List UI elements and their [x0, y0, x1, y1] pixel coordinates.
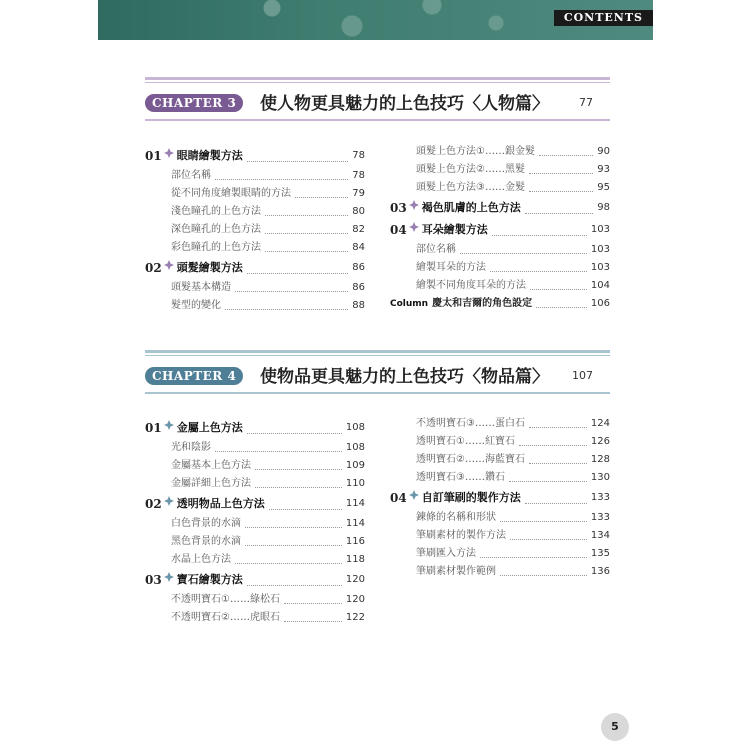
toc-section-entry[interactable] — [390, 219, 610, 241]
entry-label — [145, 257, 365, 279]
dot-leader — [225, 297, 348, 310]
entry-title: 透明寶石②……海藍寶石 — [416, 454, 525, 465]
entry-page-number: 134 — [590, 530, 610, 541]
entry-title: 透明物品上色方法 — [176, 497, 265, 510]
entry-title: 慶太和吉爾的角色設定 — [432, 298, 533, 309]
chapter4-heading[interactable] — [145, 361, 610, 391]
column-tag: Column — [390, 299, 429, 309]
header-banner — [98, 0, 653, 40]
toc-section-entry[interactable] — [145, 145, 365, 167]
toc-section-entry[interactable] — [145, 493, 365, 515]
chapter3-title: 使人物更具魅力的上色技巧〈人物篇〉 — [260, 94, 549, 114]
dot-leader — [247, 569, 342, 586]
toc-section-entry[interactable] — [390, 487, 610, 509]
toc-entry[interactable] — [145, 185, 365, 203]
section-number: 02 — [145, 497, 162, 511]
entry-label — [145, 569, 365, 591]
chapter4-right-column — [390, 415, 610, 581]
entry-label — [145, 493, 365, 515]
toc-entry[interactable] — [390, 563, 610, 581]
entry-label — [416, 277, 610, 295]
dot-leader — [536, 295, 587, 308]
entry-label — [171, 515, 365, 533]
entry-label — [171, 609, 365, 627]
entry-label — [171, 185, 365, 203]
contents-label: CONTENTS — [554, 10, 653, 26]
fleur-ornament-icon — [164, 256, 174, 266]
toc-entry[interactable] — [390, 241, 610, 259]
dot-leader — [510, 527, 587, 540]
dot-leader — [529, 451, 587, 464]
entry-page-number: 122 — [345, 612, 365, 623]
entry-title: 不透明寶石②……虎眼石 — [171, 612, 280, 623]
chapter3-left-column — [145, 145, 365, 315]
entry-title: 頭髮上色方法②……黑髮 — [416, 164, 525, 175]
entry-page-number: 114 — [345, 518, 365, 529]
dot-leader — [492, 219, 587, 236]
entry-label — [171, 439, 365, 457]
toc-section-entry[interactable] — [145, 569, 365, 591]
entry-title: 透明寶石③……鑽石 — [416, 472, 505, 483]
entry-label — [171, 533, 365, 551]
chapter3-badge: CHAPTER 3 — [145, 94, 243, 112]
chapter4-title: 使物品更具魅力的上色技巧〈物品篇〉 — [260, 367, 549, 387]
toc-entry[interactable] — [390, 143, 610, 161]
entry-label — [390, 487, 610, 509]
dot-leader — [247, 257, 349, 274]
dot-leader — [295, 185, 348, 198]
entry-label — [171, 221, 365, 239]
entry-page-number: 79 — [352, 188, 365, 199]
dot-leader — [525, 487, 587, 504]
entry-title: 頭髮繪製方法 — [176, 261, 243, 274]
toc-entry[interactable] — [390, 469, 610, 487]
entry-title: 水晶上色方法 — [171, 554, 231, 565]
entry-page-number: 95 — [597, 182, 610, 193]
entry-label — [171, 167, 365, 185]
section-number: 03 — [145, 573, 162, 587]
entry-title: 髮型的變化 — [171, 300, 221, 311]
toc-entry[interactable] — [145, 439, 365, 457]
entry-page-number: 103 — [590, 262, 610, 273]
toc-entry[interactable] — [390, 415, 610, 433]
toc-entry[interactable] — [145, 515, 365, 533]
dot-leader — [265, 203, 348, 216]
fleur-ornament-icon — [409, 196, 419, 206]
entry-page-number: 86 — [352, 262, 365, 273]
entry-title: 不透明寶石①……綠松石 — [171, 594, 280, 605]
dot-leader — [255, 457, 342, 470]
section-number: 04 — [390, 223, 407, 237]
entry-label — [171, 203, 365, 221]
entry-label — [390, 197, 610, 219]
toc-page — [98, 0, 653, 750]
entry-page-number: 133 — [590, 492, 610, 503]
toc-section-entry[interactable] — [145, 257, 365, 279]
entry-label — [171, 239, 365, 257]
entry-label — [416, 241, 610, 259]
entry-page-number: 124 — [590, 418, 610, 429]
dot-leader — [509, 469, 587, 482]
toc-entry[interactable] — [145, 533, 365, 551]
entry-label — [416, 179, 610, 197]
entry-title: 部位名稱 — [171, 170, 211, 181]
entry-page-number: 78 — [352, 150, 365, 161]
entry-label — [416, 451, 610, 469]
entry-label — [390, 219, 610, 241]
dot-leader — [245, 533, 342, 546]
entry-label — [416, 469, 610, 487]
fleur-ornament-icon — [409, 486, 419, 496]
entry-title: 白色背景的水滴 — [171, 518, 241, 529]
entry-title: 不透明寶石③……蛋白石 — [416, 418, 525, 429]
entry-title: 彩色瞳孔的上色方法 — [171, 242, 261, 253]
chapter4-page: 107 — [572, 369, 593, 382]
toc-entry[interactable] — [145, 297, 365, 315]
entry-page-number: 103 — [590, 244, 610, 255]
entry-label — [171, 297, 365, 315]
entry-title: 金屬基本上色方法 — [171, 460, 251, 471]
entry-page-number: 88 — [352, 300, 365, 311]
entry-page-number: 82 — [352, 224, 365, 235]
entry-page-number: 108 — [345, 442, 365, 453]
entry-label — [416, 563, 610, 581]
dot-leader — [284, 609, 342, 622]
entry-label — [416, 509, 610, 527]
toc-entry[interactable] — [390, 179, 610, 197]
entry-page-number: 80 — [352, 206, 365, 217]
fleur-ornament-icon — [409, 218, 419, 228]
entry-label — [416, 161, 610, 179]
section-number: 01 — [145, 421, 162, 435]
entry-page-number: 108 — [345, 422, 365, 433]
toc-entry[interactable] — [390, 545, 610, 563]
dot-leader — [284, 591, 342, 604]
dot-leader — [255, 475, 342, 488]
entry-title: 褐色肌膚的上色方法 — [421, 201, 521, 214]
entry-page-number: 86 — [352, 282, 365, 293]
dot-leader — [529, 415, 587, 428]
fleur-ornament-icon — [164, 568, 174, 578]
entry-title: 筆刷匯入方法 — [416, 548, 476, 559]
entry-page-number: 106 — [590, 298, 610, 309]
entry-label — [145, 145, 365, 167]
dot-leader — [245, 515, 342, 528]
entry-title: 頭髮上色方法①……銀金髮 — [416, 146, 535, 157]
dot-leader — [529, 161, 593, 174]
chapter3-page: 77 — [579, 96, 593, 109]
lace-decoration — [208, 0, 528, 40]
entry-title: 自訂筆刷的製作方法 — [421, 491, 521, 504]
toc-section-entry[interactable] — [390, 197, 610, 219]
entry-title: 淺色瞳孔的上色方法 — [171, 206, 261, 217]
toc-section-entry[interactable] — [145, 417, 365, 439]
toc-entry[interactable] — [390, 433, 610, 451]
dot-leader — [500, 509, 587, 522]
dot-leader — [265, 221, 348, 234]
toc-entry[interactable] — [145, 475, 365, 493]
entry-label — [171, 279, 365, 297]
toc-entry[interactable] — [145, 203, 365, 221]
fleur-ornament-icon — [164, 144, 174, 154]
entry-page-number: 84 — [352, 242, 365, 253]
toc-entry[interactable] — [145, 221, 365, 239]
dot-leader — [247, 417, 342, 434]
entry-title: 筆刷素材製作範例 — [416, 566, 496, 577]
entry-title: 眼睛繪製方法 — [176, 149, 243, 162]
entry-page-number: 118 — [345, 554, 365, 565]
fleur-ornament-icon — [164, 492, 174, 502]
entry-label — [416, 527, 610, 545]
entry-label — [171, 475, 365, 493]
page-number-badge: 5 — [601, 713, 629, 741]
toc-entry[interactable] — [390, 277, 610, 295]
entry-title: 金屬詳細上色方法 — [171, 478, 251, 489]
entry-title: 從不同角度繪製眼睛的方法 — [171, 188, 291, 199]
entry-page-number: 130 — [590, 472, 610, 483]
dot-leader — [529, 179, 593, 192]
dot-leader — [500, 563, 587, 576]
chapter4-badge: CHAPTER 4 — [145, 367, 243, 385]
entry-page-number: 98 — [597, 202, 610, 213]
entry-label — [416, 433, 610, 451]
chapter4-left-column — [145, 417, 365, 627]
fleur-ornament-icon — [164, 416, 174, 426]
entry-page-number: 103 — [590, 224, 610, 235]
chapter3-heading[interactable] — [145, 88, 610, 118]
dot-leader — [215, 167, 348, 180]
entry-title: 深色瞳孔的上色方法 — [171, 224, 261, 235]
toc-entry[interactable] — [145, 167, 365, 185]
entry-title: 頭髮上色方法③……金髮 — [416, 182, 525, 193]
entry-title: 寶石繪製方法 — [176, 573, 243, 586]
toc-entry[interactable] — [390, 451, 610, 469]
dot-leader — [247, 145, 349, 162]
entry-title: 筆刷素材的製作方法 — [416, 530, 506, 541]
toc-entry[interactable] — [145, 457, 365, 475]
entry-page-number: 110 — [345, 478, 365, 489]
toc-entry[interactable] — [390, 161, 610, 179]
entry-label — [171, 457, 365, 475]
entry-label — [145, 417, 365, 439]
toc-entry[interactable] — [390, 527, 610, 545]
entry-title: 透明寶石①……紅寶石 — [416, 436, 515, 447]
entry-page-number: 120 — [345, 574, 365, 585]
dot-leader — [530, 277, 587, 290]
entry-page-number: 128 — [590, 454, 610, 465]
dot-leader — [235, 551, 342, 564]
entry-label — [171, 551, 365, 569]
dot-leader — [269, 493, 342, 510]
entry-page-number: 120 — [345, 594, 365, 605]
dot-leader — [490, 259, 587, 272]
dot-leader — [460, 241, 587, 254]
dot-leader — [519, 433, 587, 446]
entry-title: 黑色背景的水滴 — [171, 536, 241, 547]
entry-title: 耳朵繪製方法 — [421, 223, 488, 236]
section-number: 01 — [145, 149, 162, 163]
toc-entry[interactable] — [390, 509, 610, 527]
entry-title: 繪製耳朵的方法 — [416, 262, 486, 273]
entry-label — [416, 143, 610, 161]
entry-label — [416, 259, 610, 277]
toc-entry[interactable] — [145, 279, 365, 297]
entry-page-number: 104 — [590, 280, 610, 291]
entry-title: 鍊條的名稱和形狀 — [416, 512, 496, 523]
entry-title: 金屬上色方法 — [176, 421, 243, 434]
entry-page-number: 109 — [345, 460, 365, 471]
toc-entry[interactable] — [390, 259, 610, 277]
entry-title: 光和陰影 — [171, 442, 211, 453]
dot-leader — [480, 545, 587, 558]
entry-title: 部位名稱 — [416, 244, 456, 255]
section-number: 03 — [390, 201, 407, 215]
toc-entry[interactable] — [145, 551, 365, 569]
entry-page-number: 116 — [345, 536, 365, 547]
toc-entry[interactable] — [145, 239, 365, 257]
entry-label — [416, 545, 610, 563]
toc-column-entry[interactable] — [390, 295, 610, 313]
section-number: 02 — [145, 261, 162, 275]
dot-leader — [215, 439, 342, 452]
entry-label — [171, 591, 365, 609]
toc-entry[interactable] — [145, 591, 365, 609]
dot-leader — [525, 197, 594, 214]
entry-page-number: 93 — [597, 164, 610, 175]
entry-page-number: 126 — [590, 436, 610, 447]
entry-page-number: 135 — [590, 548, 610, 559]
chapter3-right-column — [390, 143, 610, 313]
entry-title: 繪製不同角度耳朵的方法 — [416, 280, 526, 291]
entry-page-number: 90 — [597, 146, 610, 157]
dot-leader — [235, 279, 348, 292]
entry-page-number: 78 — [352, 170, 365, 181]
entry-title: 頭髮基本構造 — [171, 282, 231, 293]
entry-page-number: 136 — [590, 566, 610, 577]
entry-page-number: 114 — [345, 498, 365, 509]
dot-leader — [265, 239, 348, 252]
section-number: 04 — [390, 491, 407, 505]
dot-leader — [539, 143, 593, 156]
entry-label — [390, 295, 610, 313]
toc-entry[interactable] — [145, 609, 365, 627]
entry-page-number: 133 — [590, 512, 610, 523]
entry-label — [416, 415, 610, 433]
